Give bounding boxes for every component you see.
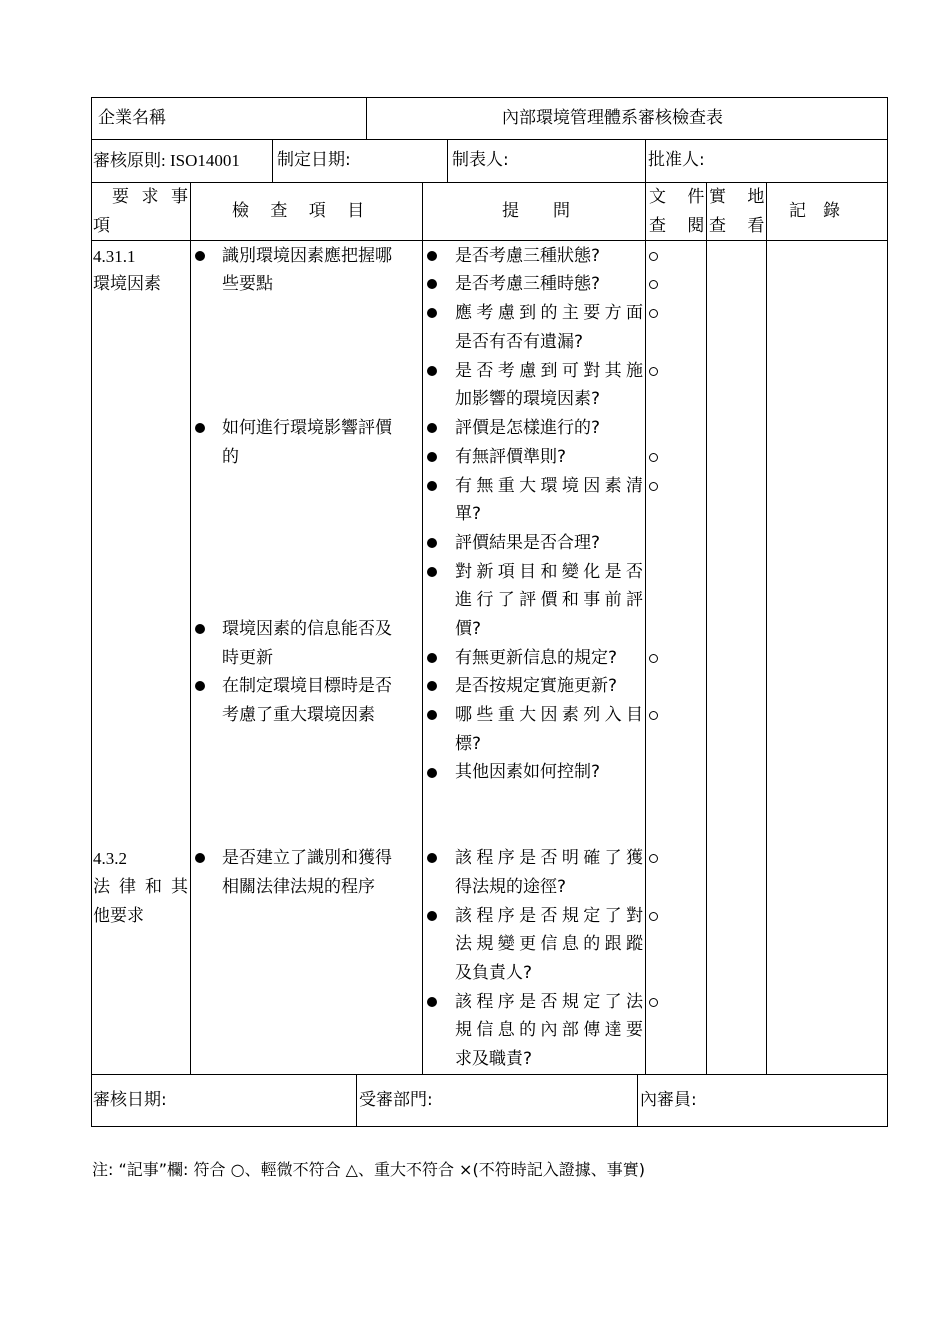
question: 有無評價準則?	[455, 447, 567, 467]
check-item-cont: 相關法律法規的程序	[222, 877, 375, 897]
column-header-doc-review-2: 查 閱	[649, 216, 713, 236]
bullet-icon	[427, 768, 437, 778]
conformity-circle-icon	[649, 854, 658, 863]
question-cont: 標?	[455, 734, 482, 754]
bullet-icon	[427, 452, 437, 462]
section-clause: 4.31.1	[93, 247, 136, 266]
question-cont: 是否有否有遺漏?	[455, 332, 584, 352]
question-cont: 規信息的內部傳達要	[455, 1020, 643, 1040]
question: 評價是怎樣進行的?	[455, 418, 601, 438]
col-divider	[190, 182, 191, 1074]
bullet-icon	[427, 251, 437, 261]
question: 有無更新信息的規定?	[455, 648, 618, 668]
audited-dept-label: 受審部門:	[359, 1090, 433, 1110]
section-clause: 4.3.2	[93, 849, 127, 868]
section-name-cont: 他要求	[93, 906, 144, 926]
column-header-requirement-cont: 項	[93, 216, 110, 236]
question: 是否按規定實施更新?	[455, 676, 618, 696]
section-name: 法 律 和 其	[93, 877, 188, 897]
col-divider	[356, 1074, 357, 1127]
bullet-icon	[427, 538, 437, 548]
column-header-site-check: 實 地	[709, 187, 773, 207]
conformity-circle-icon	[649, 453, 658, 462]
conformity-circle-icon	[649, 711, 658, 720]
column-header-check-item: 檢 查 項 目	[232, 201, 373, 221]
conformity-circle-icon	[649, 367, 658, 376]
form-title: 內部環境管理體系審核檢查表	[502, 108, 723, 128]
bullet-icon	[195, 423, 205, 433]
column-header-doc-review: 文 件	[649, 187, 713, 207]
check-item-cont: 考慮了重大環境因素	[222, 705, 375, 725]
question: 該程序是否明確了獲	[455, 848, 643, 868]
audit-principle: 審核原則: ISO14001	[93, 151, 240, 170]
company-name-label: 企業名稱	[98, 108, 166, 128]
bullet-icon	[195, 853, 205, 863]
question: 是否考慮三種狀態?	[455, 246, 601, 266]
question: 有無重大環境因素清	[455, 476, 643, 496]
question-cont: 求及職責?	[455, 1049, 533, 1069]
question: 對新項目和變化是否	[455, 562, 643, 582]
check-item-cont: 些要點	[222, 274, 273, 294]
col-divider	[447, 139, 448, 182]
bullet-icon	[427, 308, 437, 318]
auditor-label: 內審員:	[640, 1090, 697, 1110]
bullet-icon	[195, 681, 205, 691]
question: 評價結果是否合理?	[455, 533, 601, 553]
col-divider	[645, 139, 646, 182]
question-cont: 法規變更信息的跟蹤	[455, 934, 643, 954]
bullet-icon	[427, 423, 437, 433]
conformity-circle-icon	[649, 309, 658, 318]
bullet-icon	[195, 624, 205, 634]
conformity-circle-icon	[649, 280, 658, 289]
column-header-site-check-2: 查 看	[709, 216, 773, 236]
question: 其他因素如何控制?	[455, 762, 601, 782]
question-cont: 及負責人?	[455, 963, 533, 983]
conformity-circle-icon	[649, 654, 658, 663]
col-divider	[637, 1074, 638, 1127]
maker-label: 制表人:	[452, 150, 509, 170]
legend-note: 注: “記事”欄: 符合 ○、輕微不符合 △、重大不符合 ×(不符時記入證據、事實)	[92, 1160, 645, 1179]
question: 該程序是否規定了對	[455, 906, 643, 926]
question-cont: 價?	[455, 619, 482, 639]
bullet-icon	[427, 911, 437, 921]
col-divider	[272, 139, 273, 182]
column-header-question: 提 問	[502, 201, 570, 221]
question-cont: 得法規的途徑?	[455, 877, 567, 897]
check-item: 環境因素的信息能否及	[222, 619, 392, 639]
row-divider	[91, 1074, 888, 1075]
bullet-icon	[195, 251, 205, 261]
bullet-icon	[427, 567, 437, 577]
question-cont: 進行了評價和事前評	[455, 590, 643, 610]
bullet-icon	[427, 681, 437, 691]
question-cont: 單?	[455, 504, 482, 524]
conformity-circle-icon	[649, 912, 658, 921]
approver-label: 批准人:	[648, 150, 705, 170]
question: 是否考慮三種時態?	[455, 274, 601, 294]
bullet-icon	[427, 653, 437, 663]
bullet-icon	[427, 997, 437, 1007]
check-item-cont: 時更新	[222, 648, 273, 668]
col-divider	[706, 182, 707, 1074]
date-label: 制定日期:	[277, 150, 351, 170]
col-divider	[366, 97, 367, 139]
bullet-icon	[427, 366, 437, 376]
check-item: 識別環境因素應把握哪	[222, 246, 392, 266]
question-cont: 加影響的環境因素?	[455, 389, 601, 409]
check-item: 是否建立了識別和獲得	[222, 848, 392, 868]
check-item: 在制定環境目標時是否	[222, 676, 392, 696]
column-header-record: 記 錄	[789, 201, 840, 221]
check-item: 如何進行環境影響評價	[222, 418, 392, 438]
question: 應考慮到的主要方面	[455, 303, 643, 323]
question: 哪些重大因素列入目	[455, 705, 643, 725]
audit-date-label: 審核日期:	[93, 1090, 167, 1110]
check-item-cont: 的	[222, 447, 239, 467]
col-divider	[766, 182, 767, 1074]
conformity-circle-icon	[649, 252, 658, 261]
row-divider	[91, 139, 888, 140]
bullet-icon	[427, 853, 437, 863]
bullet-icon	[427, 279, 437, 289]
col-divider	[645, 182, 646, 1074]
question: 該程序是否規定了法	[455, 992, 643, 1012]
conformity-circle-icon	[649, 998, 658, 1007]
bullet-icon	[427, 481, 437, 491]
column-header-requirement: 要 求 事	[112, 187, 188, 207]
col-divider	[422, 182, 423, 1074]
section-name: 環境因素	[93, 274, 161, 294]
bullet-icon	[427, 710, 437, 720]
conformity-circle-icon	[649, 482, 658, 491]
question: 是否考慮到可對其施	[455, 361, 643, 381]
